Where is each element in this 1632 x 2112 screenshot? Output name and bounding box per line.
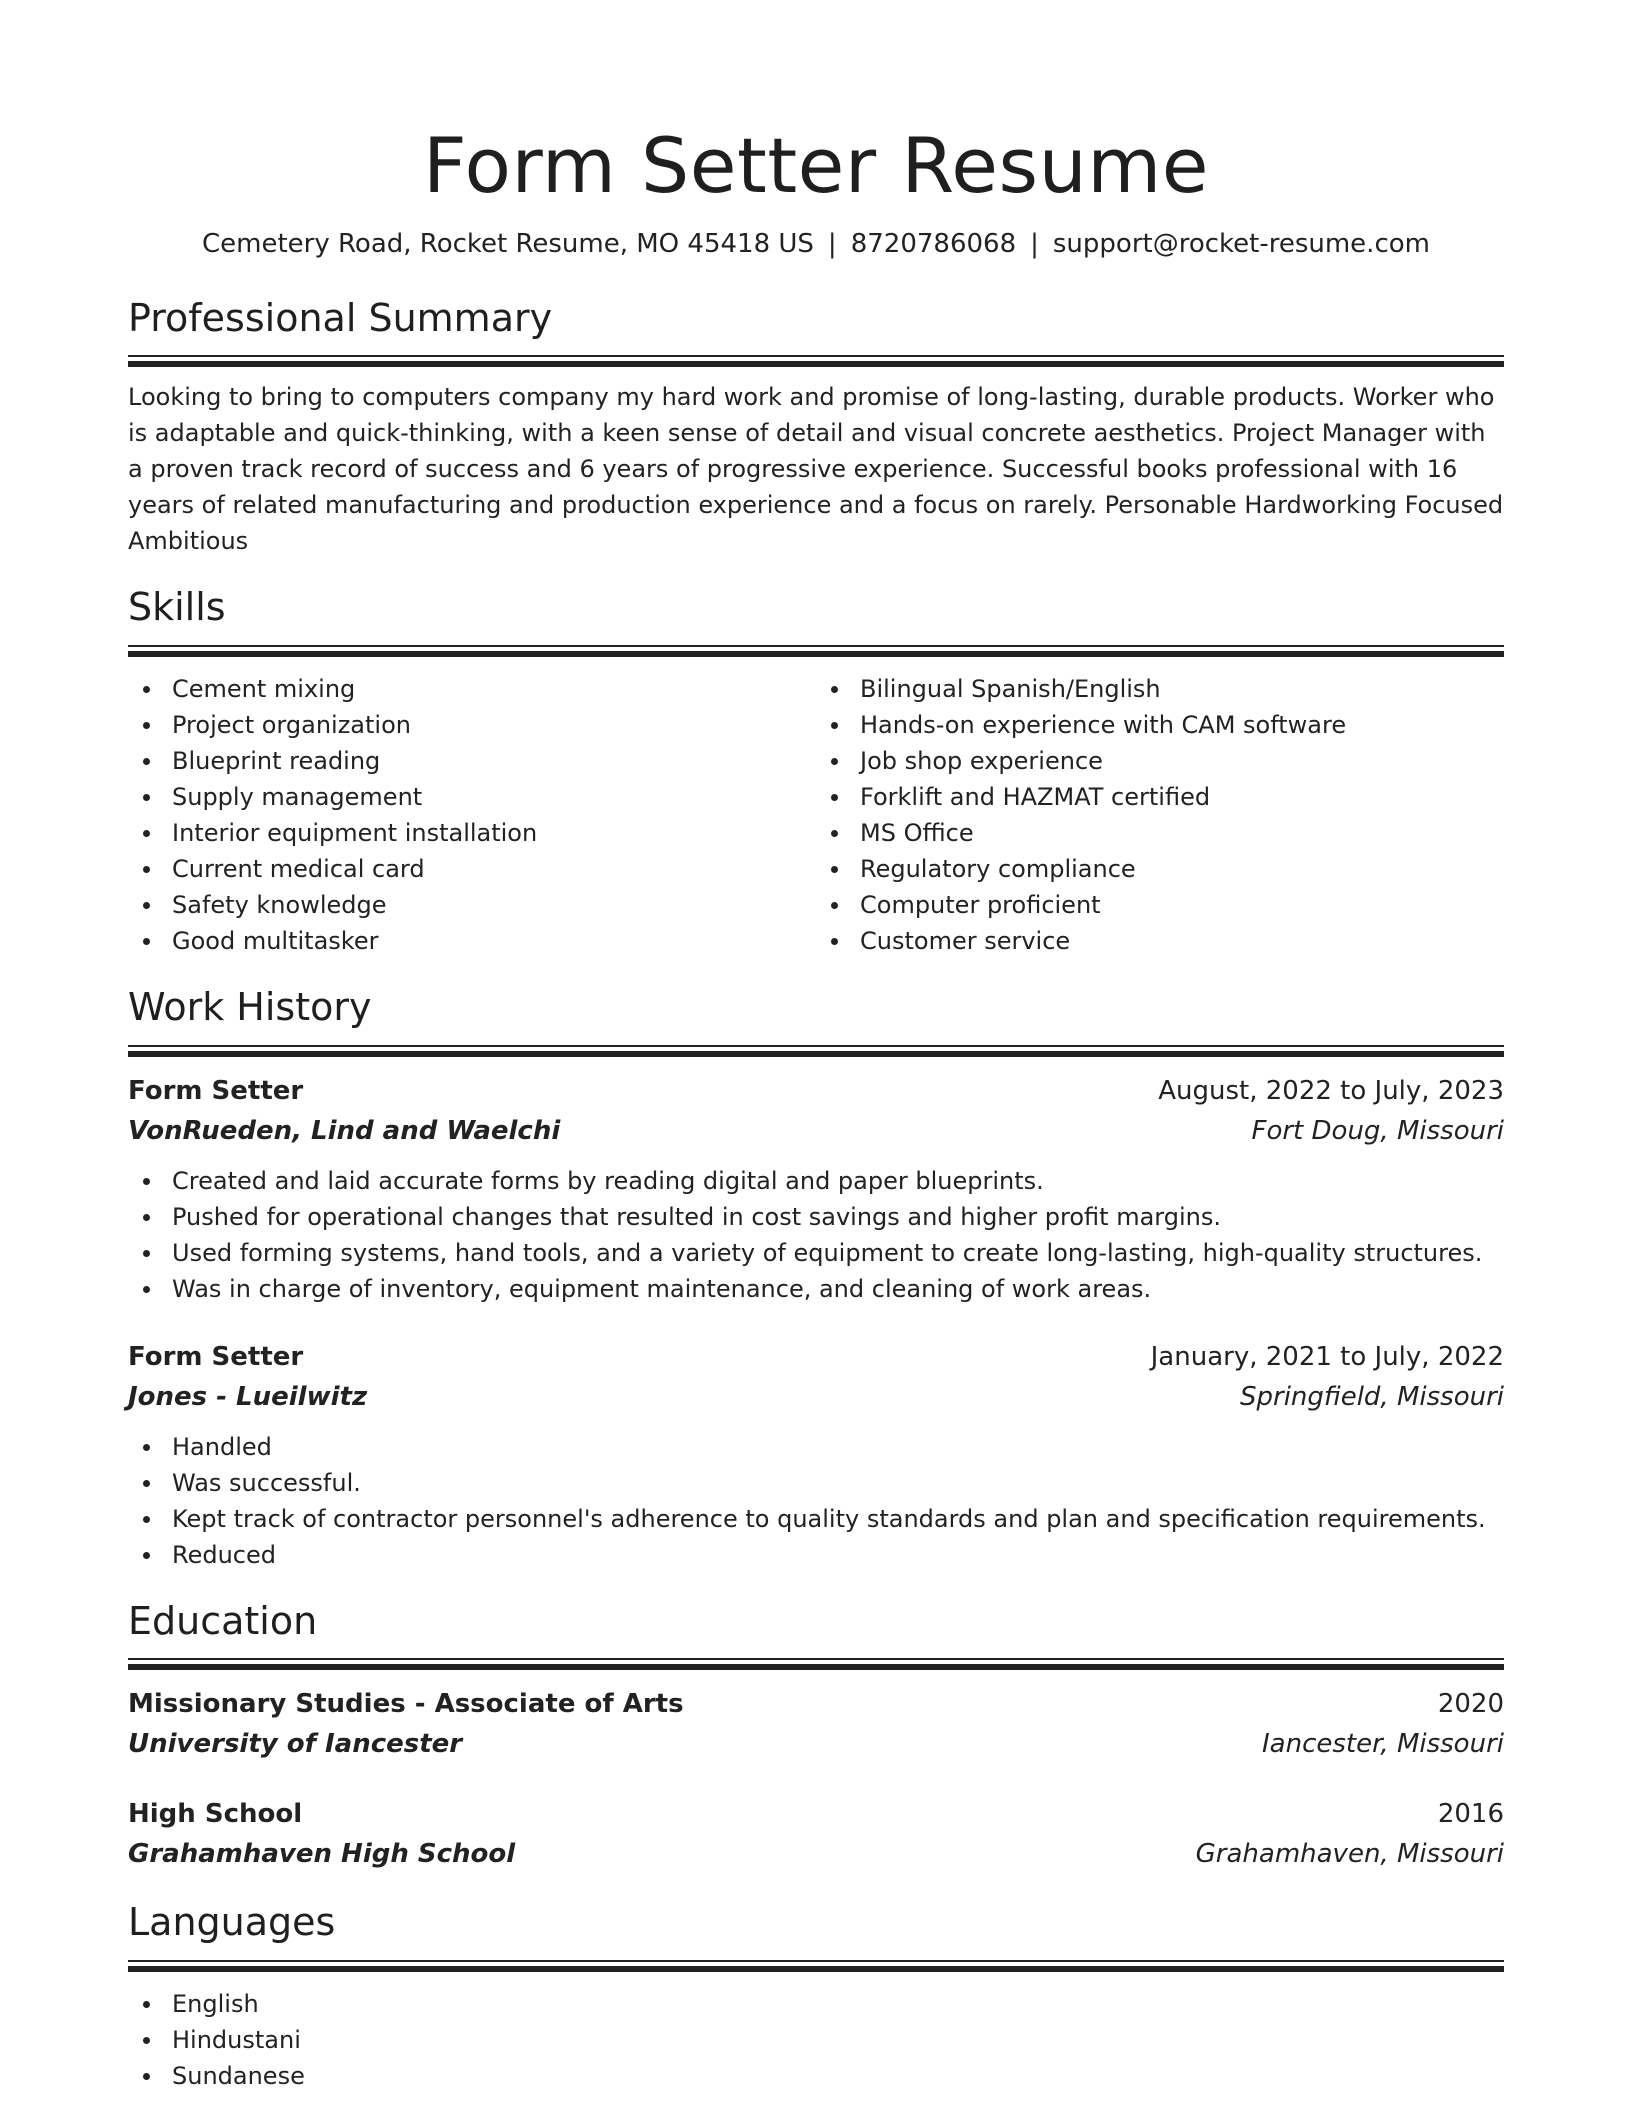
section-divider	[128, 1658, 1504, 1670]
job-entry	[128, 1337, 1504, 1573]
contact-email: support@rocket-resume.com	[1052, 229, 1430, 259]
skill-item: MS Office	[816, 815, 1504, 851]
section-divider	[128, 645, 1504, 657]
job-title: Form Setter	[128, 1075, 304, 1106]
skill-item: Good multitasker	[128, 923, 816, 959]
skill-item: Job shop experience	[816, 743, 1504, 779]
education-year: 2020	[1437, 1689, 1504, 1720]
education-entry	[128, 1794, 1504, 1874]
contact-separator: |	[827, 229, 837, 259]
education-section	[128, 1599, 1504, 1875]
education-school: Grahamhaven High School	[128, 1839, 516, 1870]
job-bullet: Used forming systems, hand tools, and a variety of equipment to create long-lasting, high-quality structures.	[128, 1235, 1504, 1271]
job-bullet: Pushed for operational changes that resulted in cost savings and higher profit margins.	[128, 1199, 1504, 1235]
education-location: Iancester, Missouri	[1262, 1729, 1504, 1760]
skill-item: Computer proficient	[816, 887, 1504, 923]
skill-item: Project organization	[128, 707, 816, 743]
job-dates: January, 2021 to July, 2022	[1150, 1341, 1504, 1372]
job-entry	[128, 1071, 1504, 1307]
contact-phone: 8720786068	[850, 229, 1017, 259]
skill-item: Blueprint reading	[128, 743, 816, 779]
job-title: Form Setter	[128, 1341, 304, 1372]
job-header-row	[128, 1071, 1504, 1111]
skill-item: Customer service	[816, 923, 1504, 959]
job-company: Jones - Lueilwitz	[128, 1381, 368, 1412]
education-degree: High School	[128, 1799, 303, 1830]
summary-heading: Professional Summary	[128, 295, 553, 340]
contact-address: Cemetery Road, Rocket Resume, MO 45418 US	[202, 229, 814, 259]
skills-section	[128, 585, 1504, 959]
education-header-row	[128, 1684, 1504, 1724]
languages-list	[128, 1986, 1504, 2094]
job-bullet: Created and laid accurate forms by reading digital and paper blueprints.	[128, 1163, 1504, 1199]
job-header-row	[128, 1337, 1504, 1377]
skill-item: Cement mixing	[128, 671, 816, 707]
skill-item: Current medical card	[128, 851, 816, 887]
contact-line	[128, 228, 1504, 262]
job-location: Springfield, Missouri	[1240, 1381, 1504, 1412]
education-heading: Education	[128, 1598, 318, 1643]
skills-grid	[128, 671, 1504, 959]
job-bullet: Kept track of contractor personnel's adherence to quality standards and plan and specification requirements.	[128, 1501, 1504, 1537]
job-bullets	[128, 1429, 1504, 1573]
job-company-row	[128, 1377, 1504, 1417]
skills-list-right	[816, 671, 1504, 959]
language-item: English	[128, 1986, 1504, 2022]
education-school-row	[128, 1724, 1504, 1764]
job-company: VonRueden, Lind and Waelchi	[128, 1115, 561, 1146]
job-dates: August, 2022 to July, 2023	[1158, 1075, 1504, 1106]
skill-item: Supply management	[128, 779, 816, 815]
work-heading: Work History	[128, 984, 372, 1029]
job-bullet: Handled	[128, 1429, 1504, 1465]
resume-title: Form Setter Resume	[422, 121, 1210, 210]
skills-heading: Skills	[128, 585, 226, 630]
job-bullet: Was in charge of inventory, equipment maintenance, and cleaning of work areas.	[128, 1271, 1504, 1307]
languages-section	[128, 1900, 1504, 2094]
summary-text: Looking to bring to computers company my hard work and promise of long-lasting, durable products. Worker who is adaptable and quick-thinking, with a keen sense of detail and visual concrete aesthetics. Project Manager with a proven track record of success and 6 years of progressive experience. Successful books professional with 16 years of related manufacturing and production experience and a focus on rarely. Personable Hardworking Focused Ambitious	[128, 383, 1504, 556]
section-divider	[128, 355, 1504, 367]
job-bullets	[128, 1163, 1504, 1307]
job-bullet: Was successful.	[128, 1465, 1504, 1501]
skill-item: Forklift and HAZMAT certified	[816, 779, 1504, 815]
education-header-row	[128, 1794, 1504, 1834]
section-divider	[128, 1960, 1504, 1972]
section-divider	[128, 1045, 1504, 1057]
education-year: 2016	[1437, 1799, 1504, 1830]
job-bullet: Reduced	[128, 1537, 1504, 1573]
skill-item: Interior equipment installation	[128, 815, 816, 851]
languages-heading: Languages	[128, 1900, 336, 1945]
education-location: Grahamhaven, Missouri	[1195, 1839, 1504, 1870]
skill-item: Bilingual Spanish/English	[816, 671, 1504, 707]
contact-separator: |	[1030, 229, 1039, 259]
education-school: University of Iancester	[128, 1729, 463, 1760]
language-item: Sundanese	[128, 2058, 1504, 2094]
skill-item: Hands-on experience with CAM software	[816, 707, 1504, 743]
skills-list-left	[128, 671, 816, 959]
language-item: Hindustani	[128, 2022, 1504, 2058]
education-entry	[128, 1684, 1504, 1764]
education-degree: Missionary Studies - Associate of Arts	[128, 1689, 684, 1720]
job-company-row	[128, 1111, 1504, 1151]
skill-item: Regulatory compliance	[816, 851, 1504, 887]
work-section	[128, 985, 1504, 1573]
skill-item: Safety knowledge	[128, 887, 816, 923]
job-location: Fort Doug, Missouri	[1251, 1115, 1504, 1146]
summary-section	[128, 296, 1504, 560]
education-school-row	[128, 1834, 1504, 1874]
